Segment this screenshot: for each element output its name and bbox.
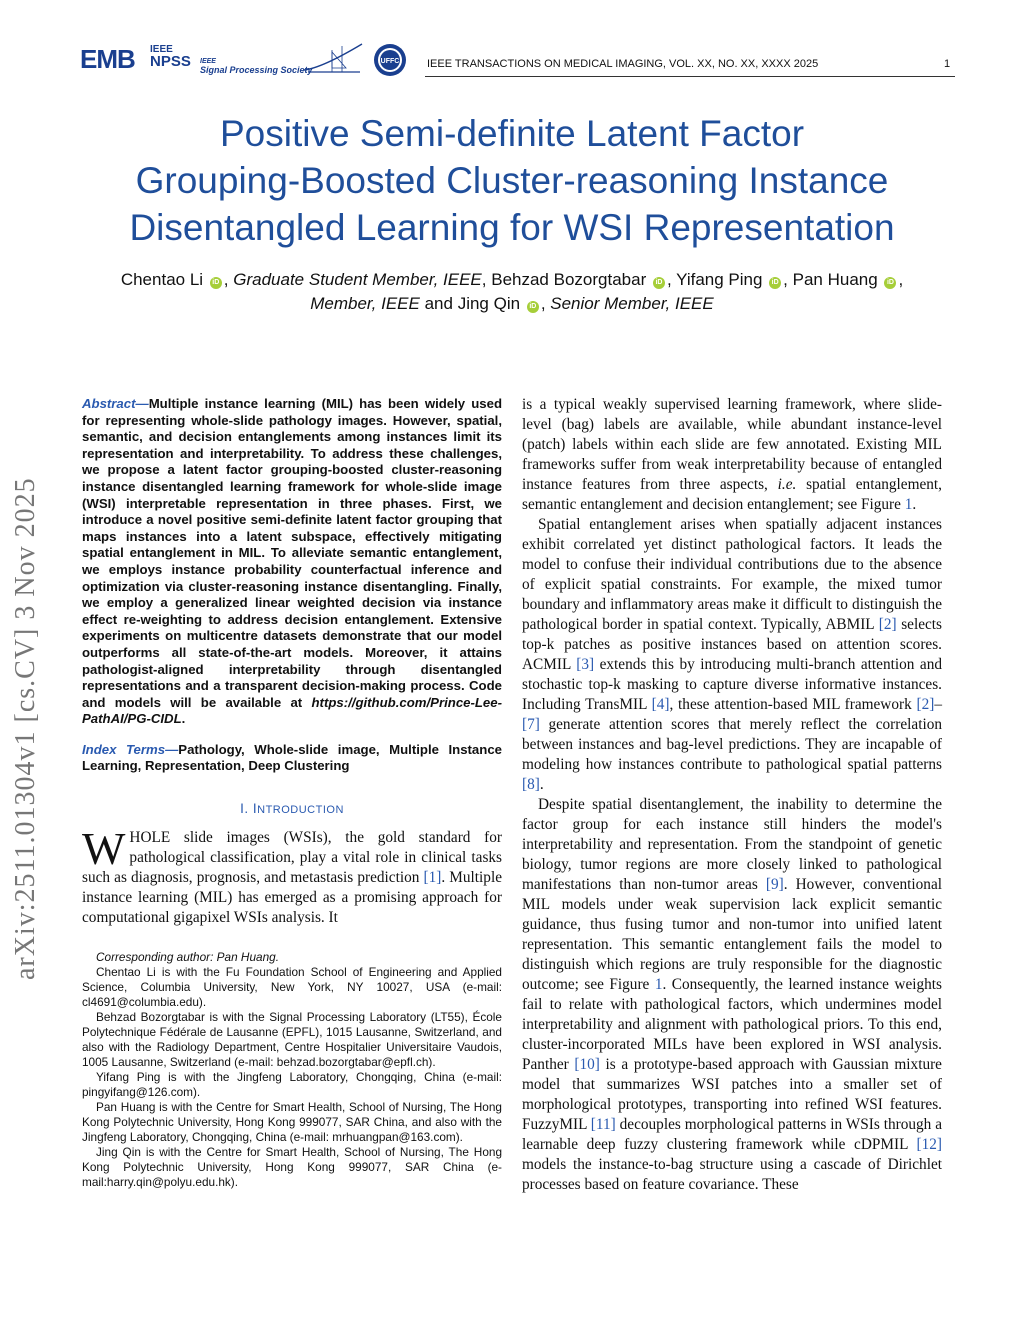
running-head: IEEE TRANSACTIONS ON MEDICAL IMAGING, VOL. XX, NO. XX, XXXX 2025	[427, 58, 819, 70]
author-conjunction: and	[424, 294, 453, 313]
index-terms-label: Index Terms—	[82, 741, 179, 757]
header-rule	[425, 76, 955, 77]
corresponding-author: Corresponding author: Pan Huang.	[96, 950, 279, 965]
citation-link[interactable]: [2]	[878, 616, 897, 633]
citation-link[interactable]: [4]	[651, 696, 670, 713]
body-paragraph: Spatial entanglement arises when spatially adjacent instances exhibit correlated yet distinct pathological factors. It leads the model to confuse their individual contributions due to the absence of explicit spatial constraints. For example, the mixed tumor boundary and inflammatory areas make it difficult to distinguish the pathological border in spatial context. Typically, ABMIL [2] selects top-k patches as positive instances based on attention scores. ACMIL [3] extends this by introducing multi-branch attention and stochastic top-k masking to capture diverse informative instances. Including TransMIL [4], these attention-based MIL framework [2]–[7] generate attention scores that merely reflect the correlation between instances and bag-level predictions. They are incapable of modeling how instances contribute to pathological spatial patterns [8].	[522, 516, 942, 793]
title-line-2: Grouping-Boosted Cluster-reasoning Instance	[135, 160, 889, 201]
footnote: Yifang Ping is with the Jingfeng Laboratory, Chongqing, China (e-mail: pingyifang@126.com).	[82, 1070, 502, 1100]
title-line-3: Disentangled Learning for WSI Representation	[129, 207, 895, 248]
author-name: Chentao Li	[120, 270, 204, 289]
footnote: Behzad Bozorgtabar is with the Signal Processing Laboratory (LT55), École Polytechnique Fédérale de Lausanne (EPFL), 1015 Lausanne, Switzerland, and also with the Radiology Department, Centre Hospitalier Universitaire Vaudois, 1005 Lausanne, Switzerland (e-mail: behzad.bozorgtabar@epfl.ch).	[82, 1010, 502, 1070]
figure-link[interactable]: 1	[654, 976, 663, 993]
citation-link[interactable]: [8]	[522, 776, 540, 793]
author-name: Jing Qin	[457, 294, 521, 313]
author-name: Yifang Ping	[676, 270, 763, 289]
citation-link[interactable]: [3]	[576, 656, 595, 673]
index-terms	[82, 742, 502, 775]
body-paragraph: Despite spatial disentanglement, the inability to determine the factor group for each instance still hinders the model's interpretability and representation. From the standpoint of genetic biology, tumor regions are more closely linked to pathological manifestations than non-tumor areas [9]. However, conventional MIL models under weak supervision lack explicit semantic guidance, thus fusing tumor and non-tumor into unified latent representation. This semantic entanglement fails the model to distinguish which regions are truly responsible for the diagnostic outcome; see Figure 1. Consequently, the learned instance weights fail to relate with pathological factors, which undermines model interpretability and alignment with pathological priors. To this end, cluster-incorporated MILs have been explored in WSI analysis. Panther [10] is a prototype-based approach with Gaussian mixture model that summarizes WSI patches into a smaller set of morphological prototypes, transporting into refined WSI features. FuzzyMIL [11] decouples morphological patterns in WSIs through a learnable deep fuzzy clustering framework while cDPMIL [12] models the instance-to-bag structure using a cascade of Dirichlet processes based on feature covariance. These	[522, 796, 943, 1193]
author-list	[40, 268, 984, 316]
right-column	[522, 395, 942, 1195]
author-role: Member, IEEE	[310, 294, 420, 313]
orcid-icon[interactable]: iD	[210, 277, 222, 289]
title-line-1: Positive Semi-definite Latent Factor	[219, 113, 805, 154]
body-paragraph: is a typical weakly supervised learning framework, where slide-level (bag) labels are available, while abundant instance-level (patch) labels within each slide are few annotated. Existing MIL frameworks suffer from weak interpretability because of entangled instance features from three aspects, i.e. spatial entanglement, semantic entanglement and decision entanglement; see Figure 1.	[522, 396, 942, 513]
npss-logo: IEEE NPSS	[150, 44, 191, 70]
ship-logo-icon	[302, 40, 366, 83]
citation-link[interactable]: [2]	[916, 696, 935, 713]
citation-link[interactable]: [9]	[765, 876, 784, 893]
paper-title	[40, 110, 984, 251]
orcid-icon[interactable]: iD	[527, 301, 539, 313]
society-logos	[80, 40, 420, 80]
left-column	[82, 396, 502, 1190]
emb-logo: EMB	[80, 44, 135, 74]
orcid-icon[interactable]: iD	[653, 277, 665, 289]
uffc-logo	[372, 42, 408, 83]
author-line-1: Chentao Li iD , Graduate Student Member, IEEE, Behzad Bozorgtabar iD , Yifang Ping iD , Pan Huang iD ,	[120, 270, 904, 289]
footnote: Pan Huang is with the Centre for Smart Health, School of Nursing, The Hong Kong Polytechnic University, Hong Kong 999077, SAR China, and also with the Jingfeng Laboratory, Chongqing, China (e-mail: mrhuangpan@163.com).	[82, 1100, 502, 1145]
citation-link[interactable]: [12]	[916, 1136, 942, 1153]
author-role: Graduate Student Member, IEEE	[233, 270, 482, 289]
author-footnotes	[82, 950, 502, 1190]
orcid-icon[interactable]: iD	[769, 277, 781, 289]
footnote: Chentao Li is with the Fu Foundation School of Engineering and Applied Science, Columbia University, New York, NY 10027, USA (e-mail: cl4691@columbia.edu).	[82, 965, 502, 1010]
citation-link[interactable]: [1]	[423, 869, 442, 887]
page-number: 1	[944, 58, 951, 70]
author-name: Behzad Bozorgtabar	[491, 270, 647, 289]
citation-link[interactable]: [10]	[574, 1056, 600, 1073]
sps-logo: IEEE Signal Processing Society	[200, 58, 313, 75]
section-heading-introduction: I. INTRODUCTION	[240, 801, 344, 817]
abstract-text: Multiple instance learning (MIL) has been widely used for representing whole-slide pathology images. However, spatial, semantic, and decision entanglements among instances limit its representation and interpretability. To address these challenges, we propose a latent factor grouping-boosted cluster-reasoning instance disentangled learning framework for whole-slide image (WSI) interpretable representation in three phases. First, we introduce a novel positive semi-definite latent factor grouping that maps instances into a latent subspace, effectively mitigating spatial entanglement in MIL. To alleviate semantic entanglement, we employs instance probability counterfactual inference and optimization via cluster-reasoning instance disentangling. Finally, we employ a generalized linear weighted decision via instance effect re-weighting to address decision entanglement. Extensive experiments on multicentre datasets demonstrate that our model outperforms all state-of-the-art models. Moreover, it attains pathologist-aligned interpretability through disentangled representations and a transparent decision-making process. Code and models will be available at	[82, 396, 502, 710]
drop-cap: W	[82, 823, 126, 875]
orcid-icon[interactable]: iD	[884, 277, 896, 289]
figure-link[interactable]: 1	[904, 496, 913, 513]
abstract: Abstract—Multiple instance learning (MIL) has been widely used for representing whole-slide pathology images. However, spatial, semantic, and decision entanglements among instances limit its representation and interpretability. To address these challenges, we propose a latent factor grouping-boosted cluster-reasoning instance disentangled learning framework for whole-slide image (WSI) interpretable representation in three phases. First, we introduce a novel positive semi-definite latent factor grouping that maps instances into a latent subspace, effectively mitigating spatial entanglement in MIL. To alleviate semantic entanglement, we employs instance probability counterfactual inference and optimization via cluster-reasoning instance disentangling. Finally, we employ a generalized linear weighted decision via instance effect re-weighting to address decision entanglement. Extensive experiments on multicentre datasets demonstrate that our model outperforms all state-of-the-art models. Moreover, it attains pathologist-aligned interpretability through disentangled representations and a transparent decision-making process. Code and models will be available at https://github.com/Prince-Lee-PathAI/PG-CIDL. Index Terms—Pathology, Whole-slide image, Multiple Instance Learning, Representation, Deep Clustering	[82, 396, 502, 774]
author-name: Pan Huang	[792, 270, 878, 289]
citation-link[interactable]: [7]	[522, 716, 540, 733]
footnote: Jing Qin is with the Centre for Smart Health, School of Nursing, The Hong Kong Polytechnic University, Hong Kong 999077, SAR China (e-mail:harry.qin@polyu.edu.hk).	[82, 1145, 502, 1190]
abstract-label: Abstract—	[82, 396, 149, 411]
author-role: Senior Member, IEEE	[550, 294, 714, 313]
intro-paragraph: WHOLE slide images (WSIs), the gold standard for pathological classification, play a vital role in clinical tasks such as diagnosis, prognosis, and metastasis prediction [1]. Multiple instance learning (MIL) has emerged as a promising approach for computational gigapixel WSIs analysis. It	[82, 823, 502, 927]
index-terms-text: Pathology, Whole-slide image, Multiple Instance Learning, Representation, Deep Clustering	[82, 741, 502, 774]
citation-link[interactable]: [11]	[590, 1116, 616, 1133]
svg-text:UFFC: UFFC	[380, 58, 400, 65]
author-line-2: Member, IEEE and Jing Qin iD , Senior Member, IEEE	[310, 294, 714, 313]
arxiv-identifier[interactable]: arXiv:2511.01304v1 [cs.CV] 3 Nov 2025	[10, 477, 41, 980]
code-url-link[interactable]: https://github.com/Prince-Lee-PathAI/PG-CIDL	[82, 694, 502, 727]
